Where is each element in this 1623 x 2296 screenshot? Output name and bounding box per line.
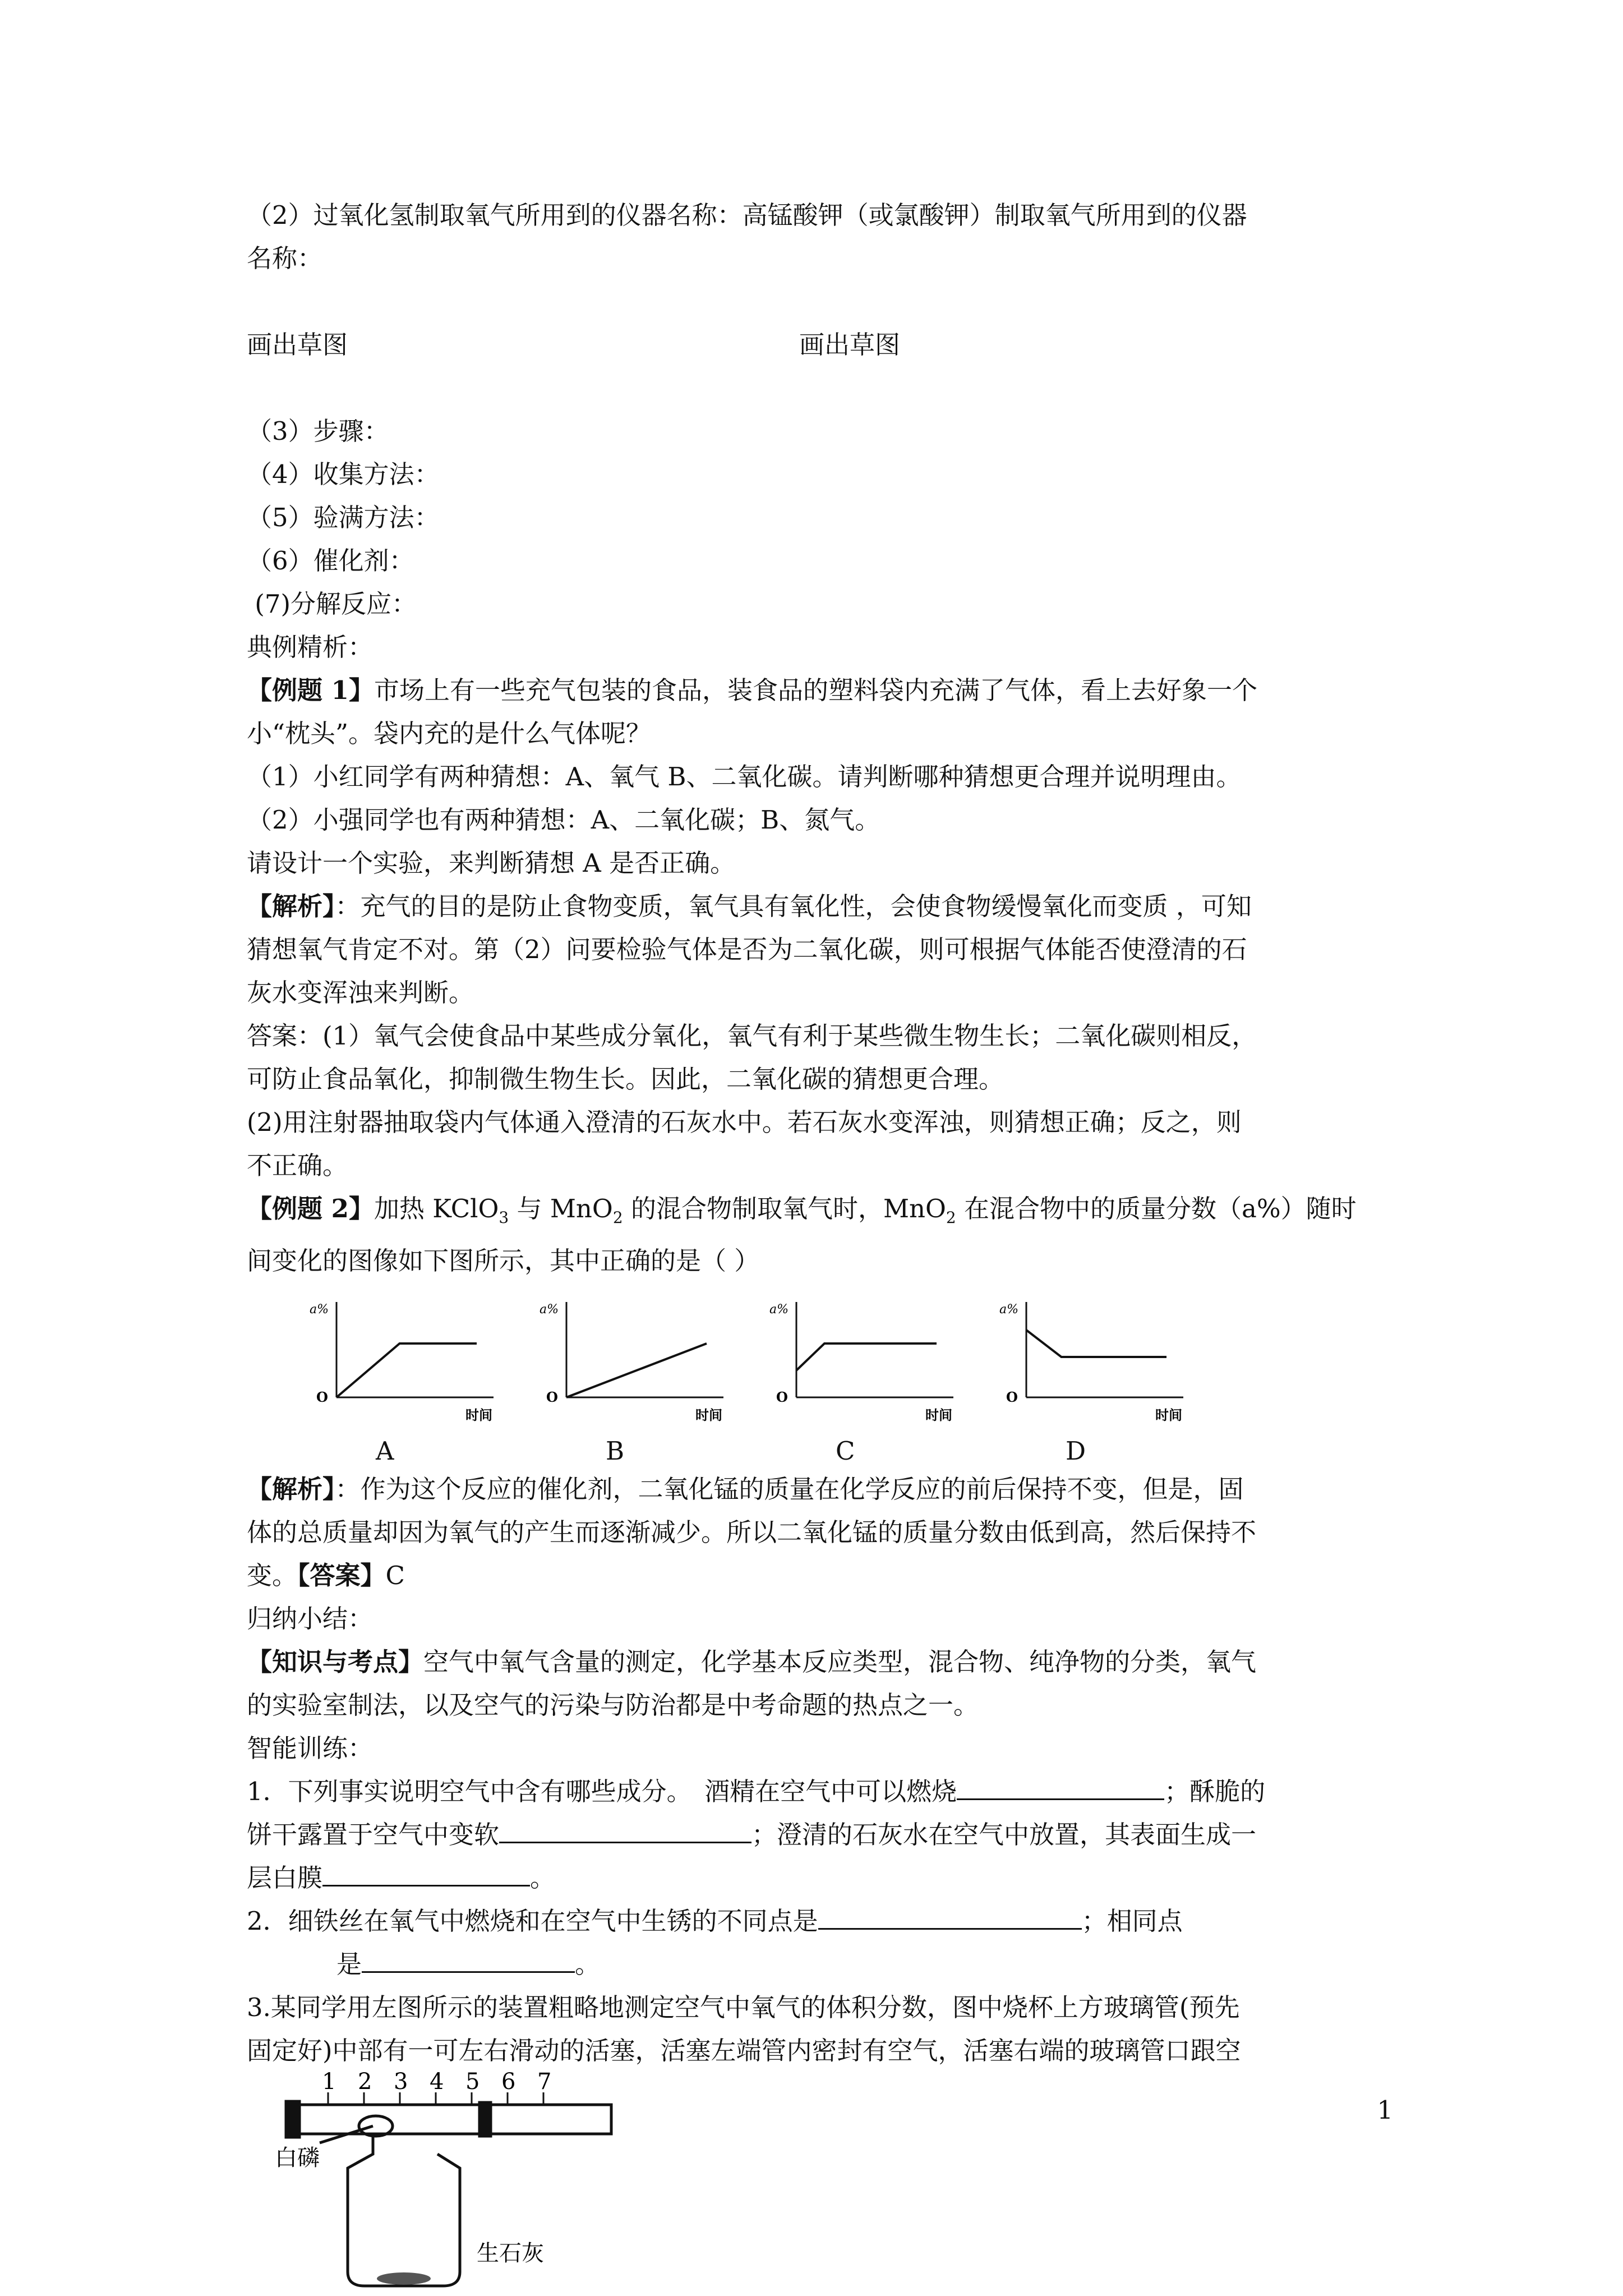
chart-option-letters xyxy=(247,1423,1402,1467)
scale-label: 6 xyxy=(501,2070,516,2095)
subscript: 3 xyxy=(499,1208,509,1227)
q2-text: 是 xyxy=(336,1949,362,1979)
series-line xyxy=(336,1343,477,1397)
example1-answer-line4: 不正确。 xyxy=(247,1151,348,1180)
formula-text: 加热 KClO xyxy=(374,1194,499,1223)
quicklime xyxy=(377,2272,431,2285)
answer-blank[interactable] xyxy=(322,1859,530,1887)
origin-label: O xyxy=(546,1389,558,1405)
y-axis-label: a% xyxy=(540,1303,559,1317)
x-axis-label: 时间 xyxy=(1155,1407,1182,1423)
q1-text: ；澄清的石灰水在空气中放置，其表面生成一 xyxy=(751,1820,1257,1849)
analysis-tag: 【解析】 xyxy=(247,891,335,921)
q1-text: 层白膜 xyxy=(247,1863,323,1893)
example2-tag: 【例题 2】 xyxy=(247,1194,374,1223)
option-letter-b: B xyxy=(606,1436,625,1466)
scale-label: 1 xyxy=(322,2070,336,2095)
apparatus-lines xyxy=(286,2101,611,2286)
y-axis-label: a% xyxy=(769,1303,789,1317)
answer-blank[interactable] xyxy=(499,1816,751,1843)
example1-analysis-line2: 猜想氧气肯定不对。第（2）问要检验气体是否为二氧化碳，则可根据气体能否使澄清的石 xyxy=(247,935,1247,964)
example1-text: 市场上有一些充气包装的食品，装食品的塑料袋内充满了气体，看上去好象一个 xyxy=(374,675,1257,705)
step-5: （5）验满方法： xyxy=(247,503,440,532)
q1-text: ；酥脆的 xyxy=(1164,1777,1266,1806)
knowledge-line1 xyxy=(247,1640,1402,1683)
beaker xyxy=(348,2133,460,2286)
series-line xyxy=(796,1343,937,1370)
example1-answer-line3: (2)用注射器抽取袋内气体通入澄清的石灰水中。若石灰水变浑浊，则猜想正确；反之，则 xyxy=(247,1107,1242,1137)
example2-analysis-line3 xyxy=(247,1554,1402,1597)
q1-text: 饼干露置于空气中变软 xyxy=(247,1820,500,1849)
q1-line3 xyxy=(247,1856,1402,1899)
q2-line1 xyxy=(247,1899,1402,1943)
scale-label: 7 xyxy=(537,2070,552,2095)
series-line xyxy=(1026,1330,1166,1357)
q2-text: ；相同点 xyxy=(1081,1906,1183,1936)
training-heading: 智能训练： xyxy=(247,1733,374,1763)
example1-analysis-line3: 灰水变浑浊来判断。 xyxy=(247,978,474,1007)
origin-label: O xyxy=(776,1389,788,1405)
example1-answer-line1: 答案：(1）氧气会使食品中某些成分氧化，氧气有利于某些微生物生长；二氧化碳则相反， xyxy=(247,1021,1257,1051)
example1-analysis-line1 xyxy=(247,885,1402,928)
knowledge-line2: 的实验室制法，以及空气的污染与防治都是中考命题的热点之一。 xyxy=(247,1690,979,1720)
apparatus-diagram xyxy=(275,2070,634,2296)
page-number: 1 xyxy=(1377,2095,1393,2125)
example1-line1 xyxy=(247,669,1402,712)
x-axis-label: 时间 xyxy=(465,1407,492,1423)
option-letter-a: A xyxy=(376,1436,394,1466)
q3-line1: 3.某同学用左图所示的装置粗略地测定空气中氧气的体积分数，图中烧杯上方玻璃管(预先 xyxy=(247,1993,1240,2022)
formula-text: 与 MnO xyxy=(509,1194,613,1223)
chart-c xyxy=(768,1294,959,1423)
label-quicklime: 生石灰 xyxy=(477,2240,544,2266)
typical-heading: 典例精析： xyxy=(247,632,374,662)
step-3: （3）步骤： xyxy=(247,416,389,446)
section2-line1: （2）过氧化氢制取氧气所用到的仪器名称：高锰酸钾（或氯酸钾）制取氧气所用到的仪器 xyxy=(247,200,1247,230)
summary-heading: 归纳小结： xyxy=(247,1604,374,1634)
answer-blank[interactable] xyxy=(362,1945,575,1973)
chart-d xyxy=(998,1294,1189,1423)
scale-label: 5 xyxy=(465,2070,480,2095)
answer-blank[interactable] xyxy=(957,1773,1164,1800)
step-7: (7)分解反应： xyxy=(247,589,417,619)
formula-text: 的混合物制取氧气时，MnO xyxy=(623,1194,946,1223)
answer-value: C xyxy=(385,1561,405,1590)
section2-line2: 名称： xyxy=(247,243,323,273)
example1-q2: （2）小强同学也有两种猜想：A、二氧化碳；B、氮气。 xyxy=(247,805,880,835)
y-axis-label: a% xyxy=(999,1303,1019,1317)
analysis-tag: 【解析】 xyxy=(247,1474,335,1504)
sketch-label-left: 画出草图 xyxy=(247,330,348,360)
analysis-text: ：充气的目的是防止食物变质，氧气具有氧化性，会使食物缓慢氧化而变质 ，可知 xyxy=(335,891,1252,921)
option-letter-d: D xyxy=(1066,1436,1086,1466)
knowledge-text: 空气中氧气含量的测定，化学基本反应类型，混合物、纯净物的分类，氧气 xyxy=(423,1647,1257,1677)
scale-label: 3 xyxy=(394,2070,408,2095)
example2-line1 xyxy=(247,1187,1402,1239)
example1-q3: 请设计一个实验，来判断猜想 A 是否正确。 xyxy=(247,848,736,878)
formula-text: 在混合物中的质量分数（a%）随时 xyxy=(956,1194,1357,1223)
q2-line2 xyxy=(247,1943,1402,1986)
piston xyxy=(479,2102,491,2136)
example2-line2: 间变化的图像如下图所示，其中正确的是（ ） xyxy=(247,1246,760,1276)
example1-q1: （1）小红同学有两种猜想：A、氧气 B、二氧化碳。请判断哪种猜想更合理并说明理由。 xyxy=(247,762,1242,792)
step-4: （4）收集方法： xyxy=(247,459,440,489)
q1-line2 xyxy=(247,1813,1402,1856)
glass-tube xyxy=(297,2105,611,2134)
origin-label: O xyxy=(1006,1389,1018,1405)
option-letter-c: C xyxy=(836,1436,855,1466)
subscript: 2 xyxy=(612,1208,623,1227)
analysis-text: ：作为这个反应的催化剂，二氧化锰的质量在化学反应的前后保持不变，但是，固 xyxy=(335,1474,1244,1504)
chart-options xyxy=(247,1294,1402,1423)
sketch-label-right: 画出草图 xyxy=(799,330,901,360)
example1-line2: 小“枕头”。袋内充的是什么气体呢？ xyxy=(247,719,652,748)
example1-answer-line2: 可防止食品氧化，抑制微生物生长。因此，二氧化碳的猜想更合理。 xyxy=(247,1064,1004,1094)
scale-label: 2 xyxy=(358,2070,372,2095)
example2-analysis-line1 xyxy=(247,1467,1402,1511)
q2-text: 。 xyxy=(575,1949,601,1979)
subscript: 2 xyxy=(946,1208,956,1227)
page-body xyxy=(247,194,1402,2072)
scale-ticks xyxy=(322,2070,551,2105)
y-axis-label: a% xyxy=(310,1303,329,1317)
q1-text: 1．下列事实说明空气中含有哪些成分。 酒精在空气中可以燃烧 xyxy=(247,1777,957,1806)
q2-text: 2．细铁丝在氧气中燃烧和在空气中生锈的不同点是 xyxy=(247,1906,818,1936)
x-axis-label: 时间 xyxy=(925,1407,952,1423)
answer-tag: 【答案】 xyxy=(297,1561,386,1590)
tube-stopper xyxy=(286,2101,299,2137)
example2-analysis-line2: 体的总质量却因为氧气的产生而逐渐减少。所以二氧化锰的质量分数由低到高，然后保持不 xyxy=(247,1517,1257,1547)
answer-blank[interactable] xyxy=(818,1902,1082,1930)
x-axis-label: 时间 xyxy=(695,1407,722,1423)
scale-label: 4 xyxy=(430,2070,444,2095)
analysis-text: 变。 xyxy=(247,1561,298,1590)
origin-label: O xyxy=(316,1389,328,1405)
example1-tag: 【例题 1】 xyxy=(247,675,374,705)
series-line xyxy=(566,1343,707,1397)
q3-line2: 固定好)中部有一可左右滑动的活塞，活塞左端管内密封有空气，活塞右端的玻璃管口跟空 xyxy=(247,2036,1241,2065)
step-6: （6）催化剂： xyxy=(247,546,414,576)
chart-a xyxy=(308,1294,499,1423)
chart-b xyxy=(538,1294,729,1423)
sketch-labels xyxy=(247,323,1402,366)
q1-line1 xyxy=(247,1770,1402,1813)
knowledge-tag: 【知识与考点】 xyxy=(247,1647,424,1677)
label-white-phosphorus: 白磷 xyxy=(275,2145,320,2171)
q1-text: 。 xyxy=(530,1863,556,1893)
